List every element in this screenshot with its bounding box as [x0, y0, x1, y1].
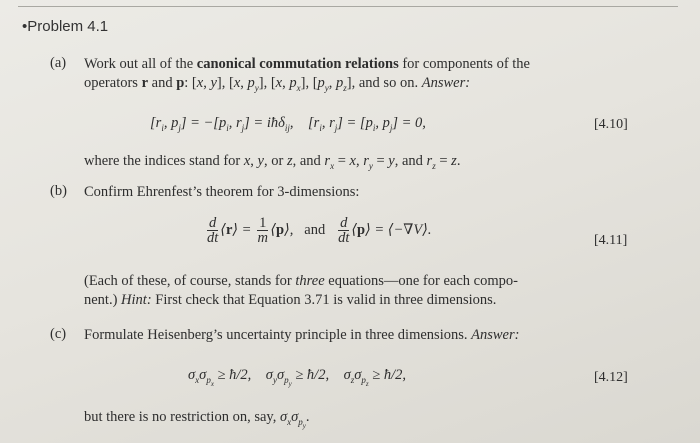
part-c-text-1: Formulate Heisenberg’s uncertainty principle in three dimensions. Answer:	[84, 327, 520, 343]
part-a-text-1: Work out all of the canonical commutation relations for components of the	[84, 56, 530, 72]
equation-4-10: [$r_i$, $p_j] = -[p_i$, $r_j$] = iħδ$_{ij}$, [$r_i$, $r_j] = [p_i$, $p_j] = 0$,	[150, 115, 426, 133]
equation-4-11: $\frac{d}{dt}$ ⟨r⟩ = $\frac{1}{m}$ ⟨p⟩, and $\frac{d}{dt}$ ⟨p⟩ = ⟨−∇V⟩.	[207, 215, 432, 246]
part-c-text-2: but there is no restriction on, say, $\sigma_x\sigma_{p_y}$.	[84, 409, 310, 430]
equation-number-4-12: [4.12]	[594, 370, 628, 385]
part-a-label: (a)	[50, 55, 67, 71]
part-c-label: (c)	[50, 326, 67, 342]
problem-title: •Problem 4.1	[22, 18, 109, 35]
part-b-label: (b)	[50, 183, 67, 199]
top-rule	[18, 6, 678, 7]
equation-4-12: $\sigma_x\sigma_{p_x}$ ≥ ħ/2, $\sigma_y\sigma_{p_y}$ ≥ ħ/2, $\sigma_z\sigma_{p_z}$ ≥ ħ/2,	[188, 367, 406, 388]
equation-number-4-11: [4.11]	[594, 233, 628, 248]
equation-number-4-10: [4.10]	[594, 117, 628, 132]
part-b-text-3: nent.) Hint: First check that Equation 3.71 is valid in three dimensions.	[84, 292, 497, 308]
part-a-text-2: operators r and p: [x, y], [x, $p_y$], [x, $p_x$], [$p_y$, $p_z$], and so on. Answer:	[84, 75, 471, 93]
part-b-text-1: Confirm Ehrenfest’s theorem for 3-dimensions:	[84, 184, 360, 200]
bullet-icon: •	[22, 18, 28, 35]
part-b-text-2: (Each of these, of course, stands for three equations—one for each compo-	[84, 273, 518, 289]
part-a-note: where the indices stand for x, y, or z, and $r_x = x$, $r_y = y$, and $r_z = z$.	[84, 153, 461, 171]
